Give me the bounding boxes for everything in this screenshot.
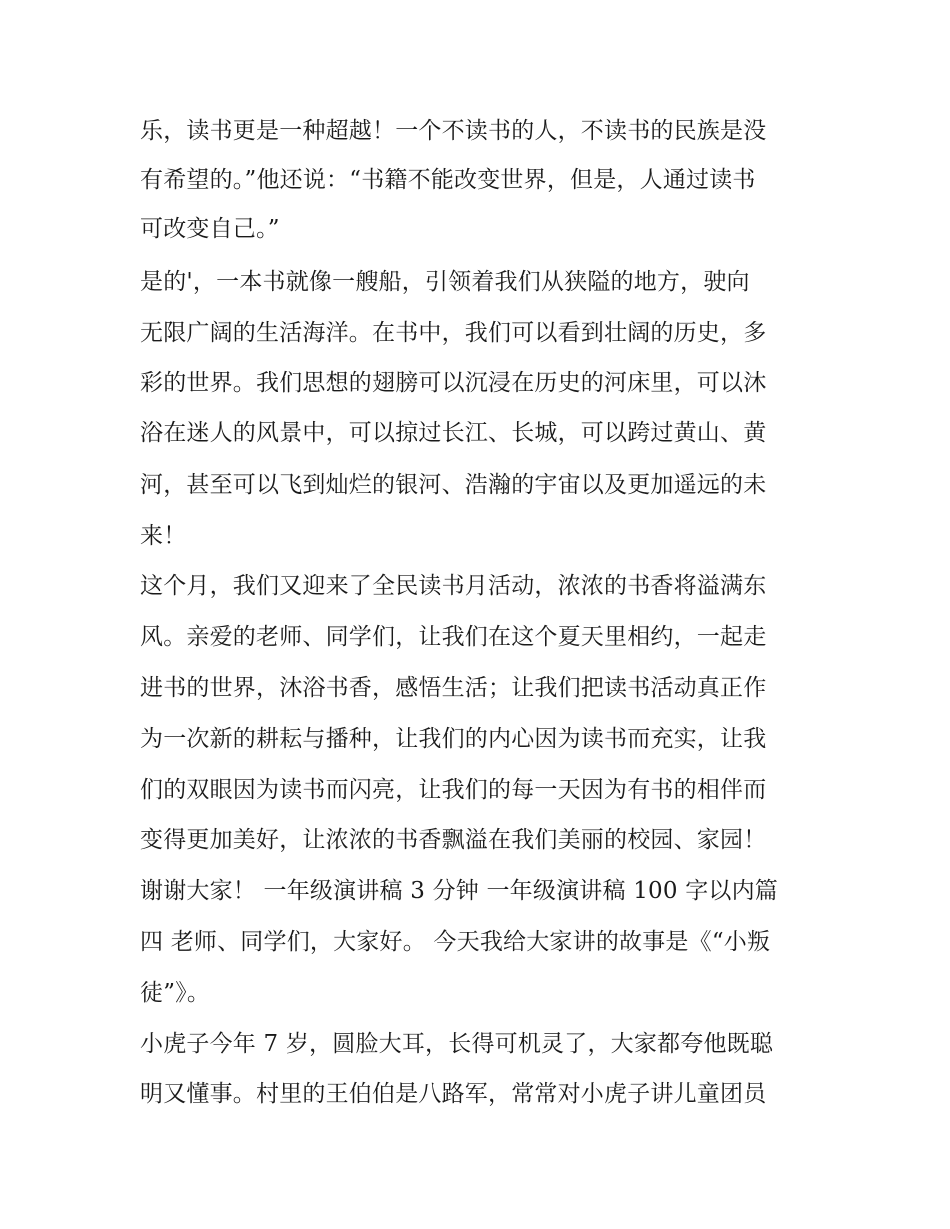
text-line: 彩的世界。我们思想的翅膀可以沉浸在历史的河床里，可以沐 [140, 370, 767, 396]
text-line: 四 老师、同学们，大家好。 今天我给大家讲的故事是《“小叛 [140, 929, 771, 955]
text-line: 可改变自己。” [140, 216, 280, 242]
text-line: 谢谢大家！ 一年级演讲稿 3 分钟 一年级演讲稿 100 字以内篇 [140, 878, 778, 904]
text-line: 来！ [140, 523, 187, 549]
text-line: 风。亲爱的老师、同学们，让我们在这个夏天里相约，一起走 [140, 624, 767, 650]
text-line: 是的'，一本书就像一艘船，引领着我们从狭隘的地方，驶向 [140, 269, 750, 295]
text-line: 小虎子今年 7 岁，圆脸大耳，长得可机灵了，大家都夸他既聪 [140, 1031, 774, 1057]
text-line: 河，甚至可以飞到灿烂的银河、浩瀚的宇宙以及更加遥远的未 [140, 472, 767, 498]
text-line: 徒”》。 [140, 980, 211, 1006]
text-line: 浴在迷人的风景中，可以掠过长江、长城，可以跨过黄山、黄 [140, 420, 767, 446]
text-line: 变得更加美好，让浓浓的书香飘溢在我们美丽的校园、家园！ [140, 827, 767, 853]
text-line: 无限广阔的生活海洋。在书中，我们可以看到壮阔的历史，多 [140, 320, 767, 346]
text-line: 为一次新的耕耘与播种，让我们的内心因为读书而充实，让我 [140, 726, 767, 752]
text-line: 进书的世界，沐浴书香，感悟生活；让我们把读书活动真正作 [140, 675, 767, 701]
text-line: 们的双眼因为读书而闪亮，让我们的每一天因为有书的相伴而 [140, 777, 767, 803]
text-line: 乐，读书更是一种超越！一个不读书的人，不读书的民族是没 [140, 118, 767, 144]
text-line: 明又懂事。村里的王伯伯是八路军，常常对小虎子讲儿童团员 [140, 1081, 767, 1107]
text-line: 有希望的。”他还说：“书籍不能改变世界，但是，人通过读书 [140, 167, 756, 193]
text-line: 这个月，我们又迎来了全民读书月活动，浓浓的书香将溢满东 [140, 573, 767, 599]
